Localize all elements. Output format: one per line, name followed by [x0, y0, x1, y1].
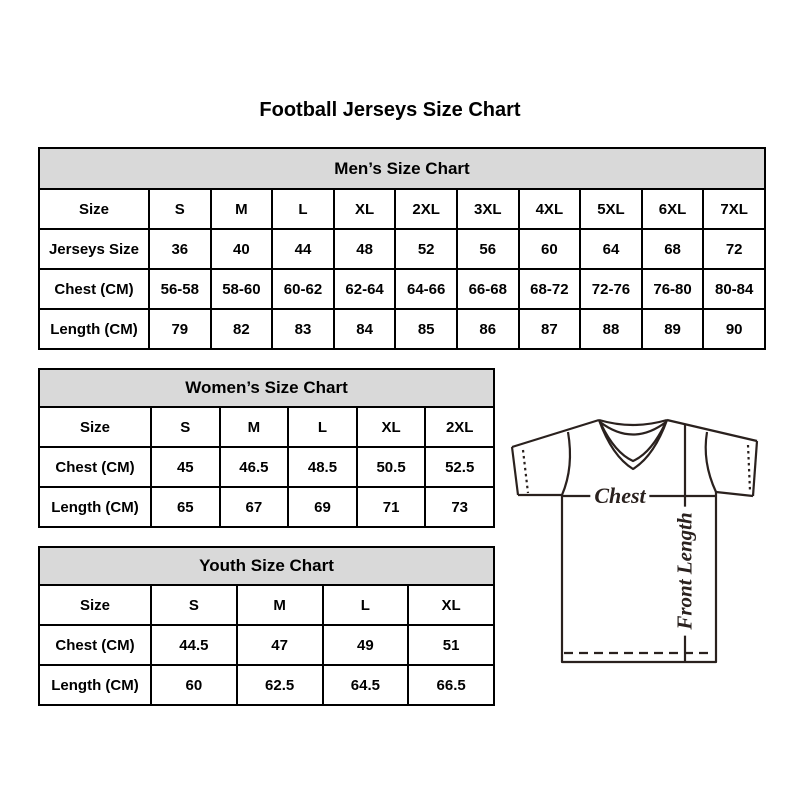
table-cell: 62-64 [334, 269, 396, 309]
table-cell: 58-60 [211, 269, 273, 309]
row-label: Size [39, 585, 151, 625]
table-cell: L [323, 585, 409, 625]
mens-table-title: Men’s Size Chart [39, 148, 765, 189]
table-cell: M [237, 585, 323, 625]
table-cell: 47 [237, 625, 323, 665]
table-cell: 44 [272, 229, 334, 269]
table-cell: 67 [220, 487, 289, 527]
right-cuff-stitch-line [748, 445, 750, 491]
table-cell: 64 [580, 229, 642, 269]
table-cell: 4XL [519, 189, 581, 229]
table-cell: 79 [149, 309, 211, 349]
youth-table-title: Youth Size Chart [39, 547, 494, 585]
row-label: Jerseys Size [39, 229, 149, 269]
table-cell: 3XL [457, 189, 519, 229]
table-cell: 2XL [425, 407, 494, 447]
row-label: Length (CM) [39, 309, 149, 349]
right-armhole-seam [706, 432, 716, 492]
row-label: Length (CM) [39, 665, 151, 705]
row-label: Chest (CM) [39, 625, 151, 665]
table-cell: 62.5 [237, 665, 323, 705]
left-armhole-seam [562, 432, 570, 495]
table-cell: 56-58 [149, 269, 211, 309]
table-cell: 40 [211, 229, 273, 269]
table-cell: 82 [211, 309, 273, 349]
table-cell: 60 [519, 229, 581, 269]
table-cell: L [288, 407, 357, 447]
table-cell: 50.5 [357, 447, 426, 487]
table-cell: XL [334, 189, 396, 229]
table-cell: 73 [425, 487, 494, 527]
table-cell: 85 [395, 309, 457, 349]
table-cell: 44.5 [151, 625, 237, 665]
table-cell: S [149, 189, 211, 229]
table-cell: 7XL [703, 189, 765, 229]
row-label: Chest (CM) [39, 447, 151, 487]
table-cell: 56 [457, 229, 519, 269]
page-title: Football Jerseys Size Chart [259, 99, 521, 121]
table-cell: 72 [703, 229, 765, 269]
table-cell: 60-62 [272, 269, 334, 309]
table-cell: 66-68 [457, 269, 519, 309]
front-length-label: Front Length [673, 506, 698, 635]
table-cell: 48 [334, 229, 396, 269]
table-cell: 5XL [580, 189, 642, 229]
table-cell: 52.5 [425, 447, 494, 487]
right-sleeve-edge [753, 441, 757, 496]
table-cell: 2XL [395, 189, 457, 229]
right-shoulder-line [667, 420, 757, 441]
collar-top-edge [599, 420, 667, 425]
table-cell: 89 [642, 309, 704, 349]
table-cell: 46.5 [220, 447, 289, 487]
table-cell: S [151, 585, 237, 625]
table-cell: 71 [357, 487, 426, 527]
table-cell: 65 [151, 487, 220, 527]
table-cell: 69 [288, 487, 357, 527]
table-cell: 49 [323, 625, 409, 665]
table-cell: 64.5 [323, 665, 409, 705]
table-cell: 51 [408, 625, 494, 665]
left-sleeve-edge [512, 447, 518, 495]
table-cell: 68 [642, 229, 704, 269]
collar-band-arc [600, 422, 666, 435]
table-cell: 90 [703, 309, 765, 349]
womens-table-title: Women’s Size Chart [39, 369, 494, 407]
table-cell: S [151, 407, 220, 447]
left-shoulder-line [512, 420, 599, 447]
table-cell: 60 [151, 665, 237, 705]
table-cell: 6XL [642, 189, 704, 229]
chest-label: Chest [590, 483, 649, 509]
row-label: Length (CM) [39, 487, 151, 527]
row-label: Size [39, 189, 149, 229]
table-cell: 64-66 [395, 269, 457, 309]
table-cell: 87 [519, 309, 581, 349]
table-cell: 66.5 [408, 665, 494, 705]
table-cell: 76-80 [642, 269, 704, 309]
table-cell: 88 [580, 309, 642, 349]
table-cell: L [272, 189, 334, 229]
table-cell: 45 [151, 447, 220, 487]
table-cell: 80-84 [703, 269, 765, 309]
table-cell: 84 [334, 309, 396, 349]
table-cell: 86 [457, 309, 519, 349]
right-sleeve-hem [716, 492, 753, 496]
table-cell: XL [408, 585, 494, 625]
table-cell: 48.5 [288, 447, 357, 487]
left-cuff-stitch-line [523, 450, 528, 493]
table-cell: 83 [272, 309, 334, 349]
table-cell: 36 [149, 229, 211, 269]
table-cell: M [211, 189, 273, 229]
row-label: Size [39, 407, 151, 447]
table-cell: 68-72 [519, 269, 581, 309]
table-cell: M [220, 407, 289, 447]
table-cell: 52 [395, 229, 457, 269]
row-label: Chest (CM) [39, 269, 149, 309]
table-cell: 72-76 [580, 269, 642, 309]
table-cell: XL [357, 407, 426, 447]
